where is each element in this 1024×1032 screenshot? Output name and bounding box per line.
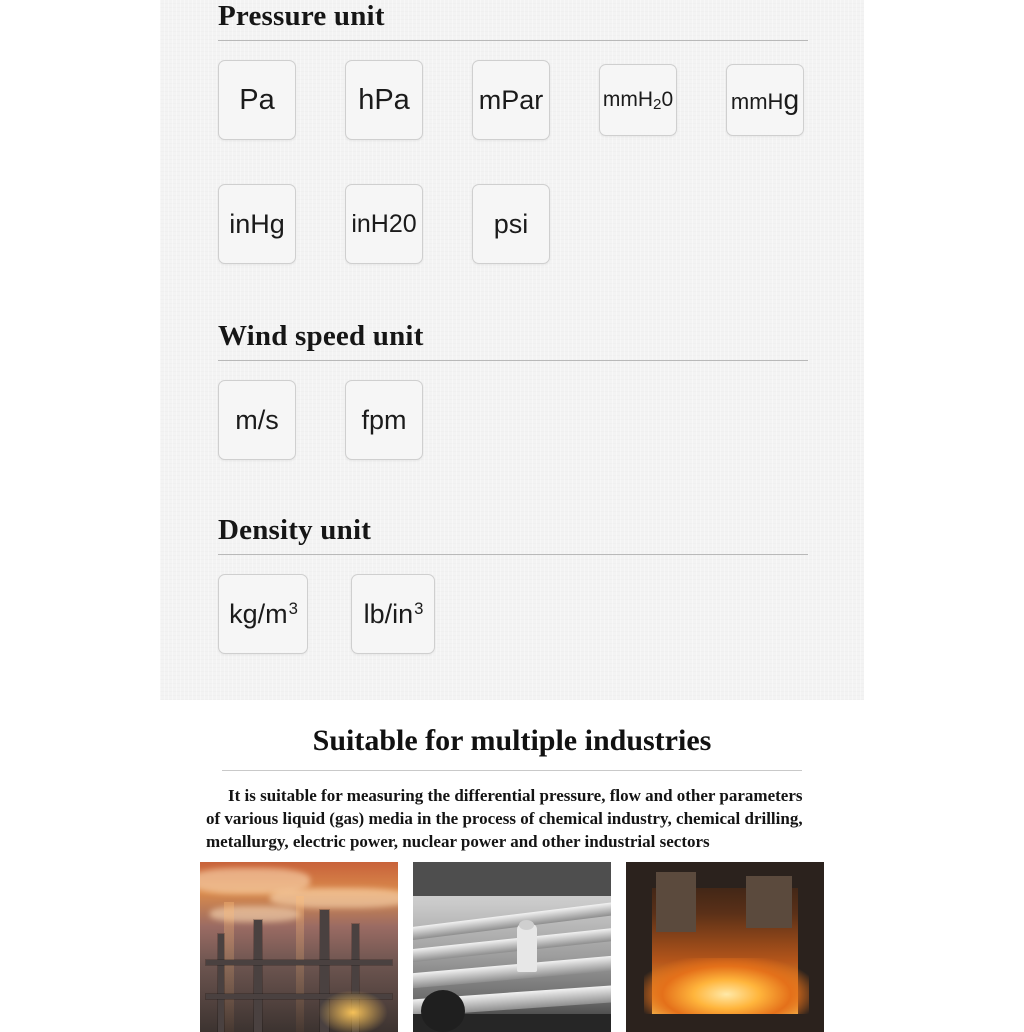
unit-chip-mpar[interactable] bbox=[472, 60, 550, 140]
unit-chip-pa[interactable] bbox=[218, 60, 296, 140]
industries-description: It is suitable for measuring the differential pressure, flow and other parameters of various liquid (gas) media in the process of chemical industry, chemical drilling, metallurgy, electric power, nuclear power and other industrial sectors bbox=[206, 786, 803, 851]
unit-chip-hpa[interactable] bbox=[345, 60, 423, 140]
unit-chip-lb-per-in3[interactable] bbox=[351, 574, 435, 654]
section-title-density: Density unit bbox=[218, 514, 372, 546]
unit-chip-mmhg[interactable] bbox=[726, 64, 804, 136]
unit-chip-mmh2o[interactable] bbox=[599, 64, 677, 136]
photo-factory-hall bbox=[413, 862, 611, 1032]
section-density-unit bbox=[218, 514, 808, 654]
photo-molten-furnace bbox=[626, 862, 824, 1032]
industries-divider bbox=[222, 770, 802, 771]
industries-section bbox=[0, 700, 1024, 1024]
unit-chip-label: hPa bbox=[358, 83, 410, 116]
unit-chip-label: inH20 bbox=[351, 209, 417, 238]
unit-chip-kg-per-m3[interactable] bbox=[218, 574, 308, 654]
unit-chip-fpm[interactable] bbox=[345, 380, 423, 460]
industries-title: Suitable for multiple industries bbox=[312, 724, 712, 757]
unit-chip-label: Pa bbox=[239, 83, 275, 116]
unit-chip-psi[interactable] bbox=[472, 184, 550, 264]
unit-chip-label: $kg/m^3$ bbox=[229, 598, 298, 629]
section-wind-speed-unit bbox=[218, 320, 808, 460]
unit-chip-label: mPar bbox=[478, 84, 544, 115]
unit-chip-ms[interactable] bbox=[218, 380, 296, 460]
industries-photo-row bbox=[0, 862, 1024, 1032]
section-divider bbox=[218, 40, 808, 41]
units-panel bbox=[160, 0, 864, 700]
section-divider bbox=[218, 360, 808, 361]
unit-chip-inhg[interactable] bbox=[218, 184, 296, 264]
unit-chip-inh20[interactable] bbox=[345, 184, 423, 264]
wind-speed-unit-row bbox=[218, 380, 808, 460]
unit-chip-label: $lb/in^3$ bbox=[363, 598, 424, 629]
section-divider bbox=[218, 554, 808, 555]
unit-chip-label: fpm bbox=[361, 404, 407, 435]
section-title-wind-speed: Wind speed unit bbox=[218, 320, 424, 352]
density-unit-row bbox=[218, 574, 808, 654]
pressure-unit-row-2 bbox=[218, 184, 808, 264]
section-title-pressure: Pressure unit bbox=[218, 0, 385, 32]
unit-chip-label: psi bbox=[493, 208, 529, 239]
photo-industrial-plant bbox=[200, 862, 398, 1032]
pressure-unit-row-1 bbox=[218, 60, 808, 140]
units-panel-content bbox=[218, 0, 808, 654]
unit-chip-label: mmH$_2$0 bbox=[602, 88, 674, 113]
unit-chip-label: mmHg bbox=[730, 84, 800, 115]
unit-chip-label: m/s bbox=[235, 404, 279, 435]
section-pressure-unit bbox=[218, 0, 808, 264]
unit-chip-label: inHg bbox=[229, 208, 285, 239]
